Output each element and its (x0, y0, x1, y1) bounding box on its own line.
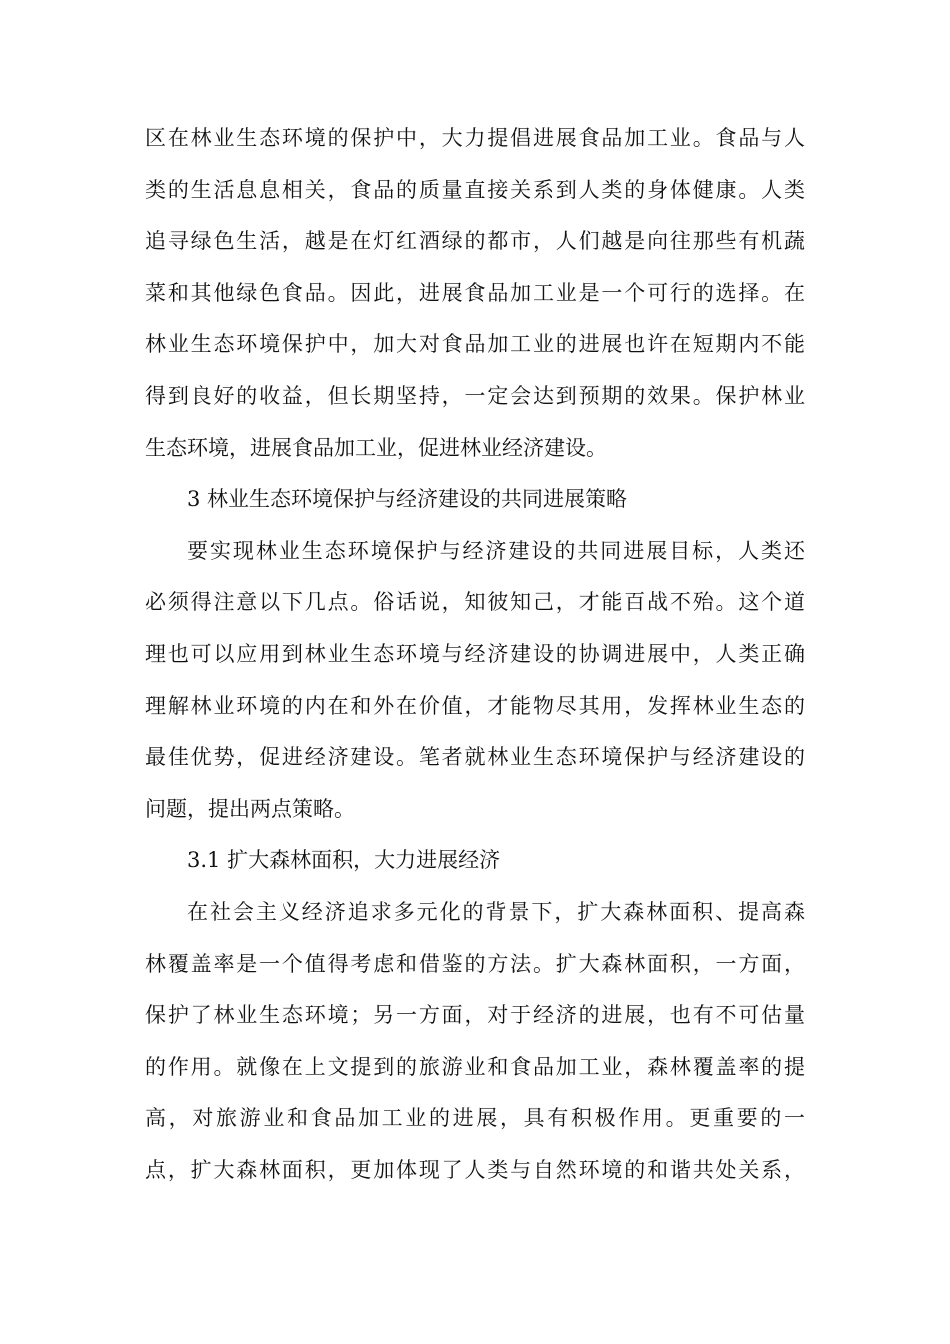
text-line: 保护了林业生态环境；另一方面，对于经济的进展，也有不可估量 (145, 1003, 805, 1028)
text-line: 必须得注意以下几点。俗话说，知彼知己，才能百战不殆。这个道 (145, 590, 805, 615)
text-line: 林业生态环境保护中，加大对食品加工业的进展也许在短期内不能 (145, 332, 805, 357)
text-line: 问题，提出两点策略。 (145, 796, 355, 821)
text-line: 3.1 扩大森林面积，大力进展经济 (187, 848, 501, 873)
text-line: 在社会主义经济追求多元化的背景下，扩大森林面积、提高森 (187, 899, 805, 924)
text-line: 类的生活息息相关，食品的质量直接关系到人类的身体健康。人类 (145, 177, 805, 202)
text-line: 林覆盖率是一个值得考虑和借鉴的方法。扩大森林面积，一方面， (145, 951, 805, 976)
text-line: 的作用。就像在上文提到的旅游业和食品加工业，森林覆盖率的提 (145, 1054, 805, 1079)
text-line: 理也可以应用到林业生态环境与经济建设的协调进展中，人类正确 (145, 641, 805, 666)
text-line: 生态环境，进展食品加工业，促进林业经济建设。 (145, 435, 607, 460)
text-line: 追寻绿色生活，越是在灯红酒绿的都市，人们越是向往那些有机蔬 (145, 229, 805, 254)
body-text (145, 113, 805, 1196)
text-line: 高，对旅游业和食品加工业的进展，具有积极作用。更重要的一 (145, 1106, 805, 1131)
text-line: 点，扩大森林面积，更加体现了人类与自然环境的和谐共处关系， (145, 1157, 805, 1182)
text-line: 要实现林业生态环境保护与经济建设的共同进展目标，人类还 (187, 538, 805, 563)
text-line: 得到良好的收益，但长期坚持，一定会达到预期的效果。保护林业 (145, 383, 805, 408)
text-line: 区在林业生态环境的保护中，大力提倡进展食品加工业。食品与人 (145, 126, 805, 150)
text-line: 3 林业生态环境保护与经济建设的共同进展策略 (187, 487, 628, 512)
text-line: 菜和其他绿色食品。因此，进展食品加工业是一个可行的选择。在 (145, 280, 805, 305)
text-line: 理解林业环境的内在和外在价值，才能物尽其用，发挥林业生态的 (145, 693, 805, 718)
text-line: 最佳优势，促进经济建设。笔者就林业生态环境保护与经济建设的 (145, 745, 805, 770)
